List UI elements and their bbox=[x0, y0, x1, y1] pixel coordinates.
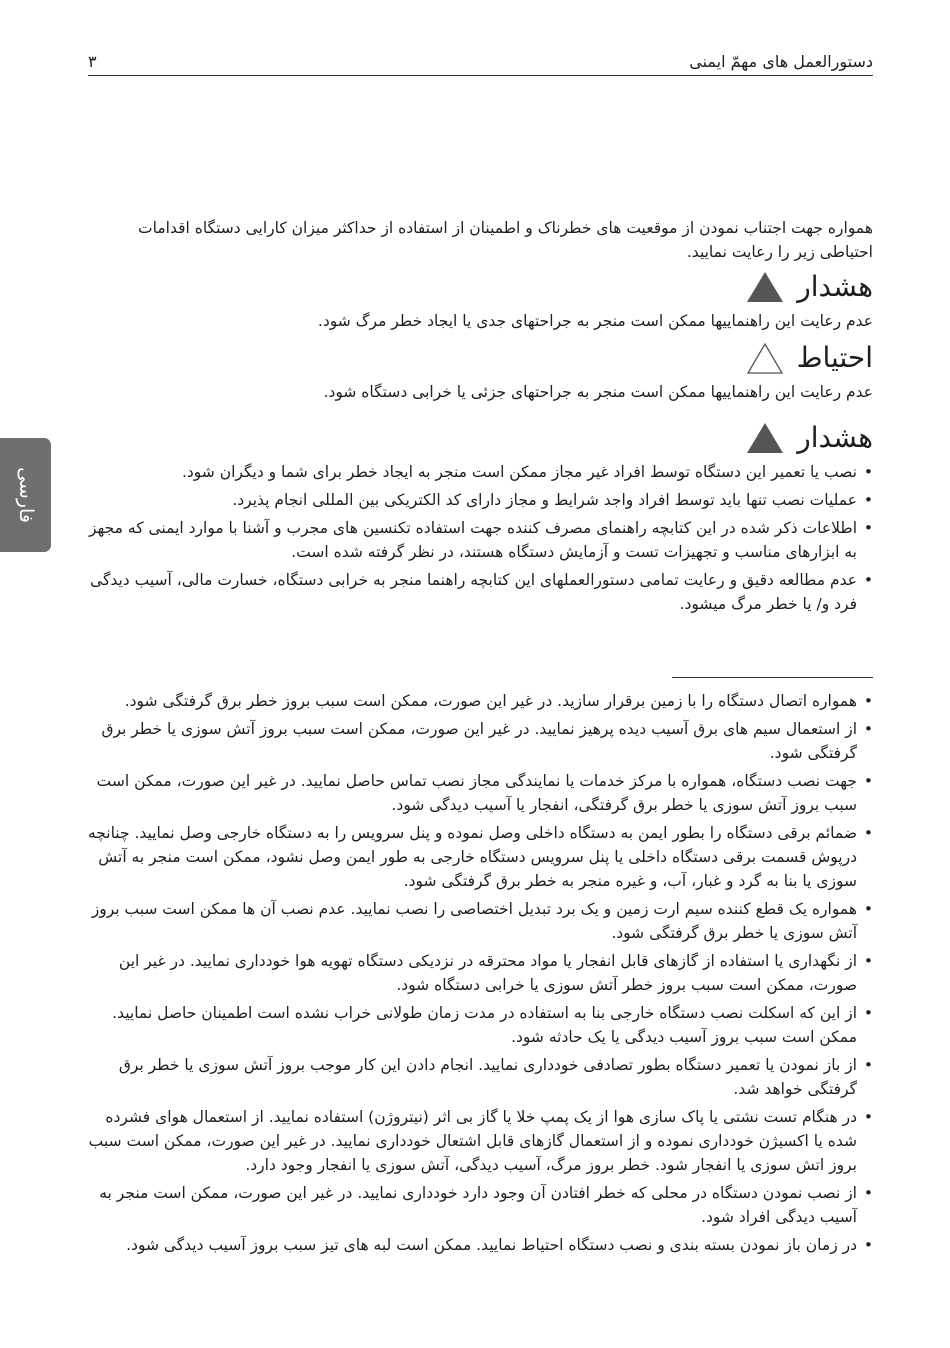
list-item: • همواره یک قطع کننده سیم ارت زمین و یک برد تبدیل اختصاصی را نصب نمایید. عدم نصب آن ها ممکن است سبب بروز آتش سوزی یا خطر برق گرفتگی شود. bbox=[83, 897, 873, 945]
list-item: • ضمائم برقی دستگاه را بطور ایمن به دستگاه داخلی وصل نموده و پنل سرویس را به دستگاه خارجی وصل نمایید. چنانچه درپوش قسمت برقی دستگاه داخلی یا پنل سرویس دستگاه خارجی به طور ایمن وصل نشود، ممکن است منجر به آتش سوزی یا بنا به گرد و غبار، آب، و غیره منجر به خطر برق گرفتگی شود. bbox=[83, 821, 873, 893]
language-side-tab-label: فارسی bbox=[14, 467, 37, 523]
list-item: • جهت نصب دستگاه، همواره با مرکز خدمات یا نمایندگی مجاز نصب تماس حاصل نمایید. در غیر این صورت، ممکن است سبب بروز آتش سوزی یا خطر برق گرفتگی، انفجار یا آسیب دیدگی شود. bbox=[83, 769, 873, 817]
list-item: • از استعمال سیم های برق آسیب دیده پرهیز نمایید. در غیر این صورت، ممکن است سبب بروز آتش سوزی یا خطر برق گرفتگی شود. bbox=[83, 717, 873, 765]
warning-legend-label: هشدار bbox=[797, 270, 873, 303]
warning-section-label: هشدار bbox=[797, 421, 873, 454]
list-item: • عملیات نصب تنها باید توسط افراد واجد شرایط و مجاز دارای کد الکتریکی بین المللی انجام پذیرد. bbox=[83, 488, 873, 512]
outline-warning-triangle-icon bbox=[745, 341, 785, 375]
list-item: • نصب یا تعمیر این دستگاه توسط افراد غیر مجاز ممکن است منجر به ایجاد خطر برای شما و دیگران شود. bbox=[83, 460, 873, 484]
list-item: • در زمان باز نمودن بسته بندی و نصب دستگاه احتیاط نمایید. ممکن است لبه های تیز سبب بروز آسیب دیدگی شود. bbox=[83, 1233, 873, 1257]
list-item: • اطلاعات ذکر شده در این کتابچه راهنمای مصرف کننده جهت استفاده تکنسین های مجرب و آشنا با موارد ایمنی که مجهز به ابزارهای مناسب و تجهیزات تست و آزمایش دستگاه هستند، در نظر گرفته شده است. bbox=[83, 516, 873, 564]
list-item: • در هنگام تست نشتی یا پاک سازی هوا از یک پمپ خلا یا گاز بی اثر (نیتروژن) استفاده نمایید. از استعمال هوای فشرده شده یا اکسیژن خودداری نموده و از استعمال گازهای قابل اشتعال خودداری نمایید. در غیر این صورت، ممکن است سبب بروز اتش سوزی یا انفجار شود. خطر بروز مرگ، آسیب دیدگی، آتش سوزی یا انفجار وجود دارد. bbox=[83, 1105, 873, 1177]
warning-section-heading bbox=[745, 421, 873, 455]
page-number: ۳ bbox=[88, 52, 97, 71]
warning-legend-heading bbox=[745, 270, 873, 304]
list-item: • از نگهداری یا استفاده از گازهای قابل انفجار یا مواد محترقه در نزدیکی دستگاه تهویه هوا خودداری نمایید. در غیر این صورت، ممکن است سبب بروز خطر آتش سوزی یا خرابی دستگاه شود. bbox=[83, 949, 873, 997]
list-item: • همواره اتصال دستگاه را با زمین برقرار سازید. در غیر این صورت، ممکن است سبب بروز خطر برق گرفتگی شود. bbox=[83, 689, 873, 713]
list-item: • از باز نمودن یا تعمیر دستگاه بطور تصادفی خودداری نمایید. انجام دادن این کار موجب بروز آتش سوزی یا خطر برق گرفتگی خواهد شد. bbox=[83, 1053, 873, 1101]
warning-legend-text: عدم رعایت این راهنماییها ممکن است منجر به جراحتهای جدی یا ایجاد خطر مرگ شود. bbox=[317, 312, 873, 330]
filled-warning-triangle-icon bbox=[745, 421, 785, 455]
filled-warning-triangle-icon bbox=[745, 270, 785, 304]
warning-list bbox=[83, 460, 873, 620]
list-item: • عدم مطالعه دقیق و رعایت تمامی دستورالعملهای این کتابچه راهنما منجر به خرابی دستگاه، خسارت مالی، آسیب دیدگی فرد و/ یا خطر مرگ میشود. bbox=[83, 568, 873, 616]
list-item: • از نصب نمودن دستگاه در محلی که خطر افتادن آن وجود دارد خودداری نمایید. در غیر این صورت، ممکن است منجر به آسیب دیدگی افراد شود. bbox=[83, 1181, 873, 1229]
header-title: دستورالعمل های مهمّ ایمنی bbox=[689, 52, 873, 71]
electrical-safety-list bbox=[83, 689, 873, 1261]
caution-legend-heading bbox=[745, 341, 873, 375]
page-header bbox=[88, 50, 873, 76]
caution-legend-text: عدم رعایت این راهنماییها ممکن است منجر به جراحتهای جزئی یا خرابی دستگاه شود. bbox=[323, 383, 873, 401]
language-side-tab bbox=[0, 438, 51, 552]
section-divider bbox=[672, 677, 873, 678]
list-item: • از این که اسکلت نصب دستگاه خارجی بنا به استفاده در مدت زمان طولانی خراب نشده است اطمینان حاصل نمایید. ممکن است سبب بروز آسیب دیدگی یا یک حادثه شود. bbox=[83, 1001, 873, 1049]
caution-legend-label: احتیاط bbox=[796, 341, 873, 374]
intro-paragraph: همواره جهت اجتناب نمودن از موقعیت های خطرناک و اطمینان از استفاده از حداکثر میزان کارایی دستگاه اقدامات احتیاطی زیر را رعایت نمایید. bbox=[138, 219, 873, 261]
